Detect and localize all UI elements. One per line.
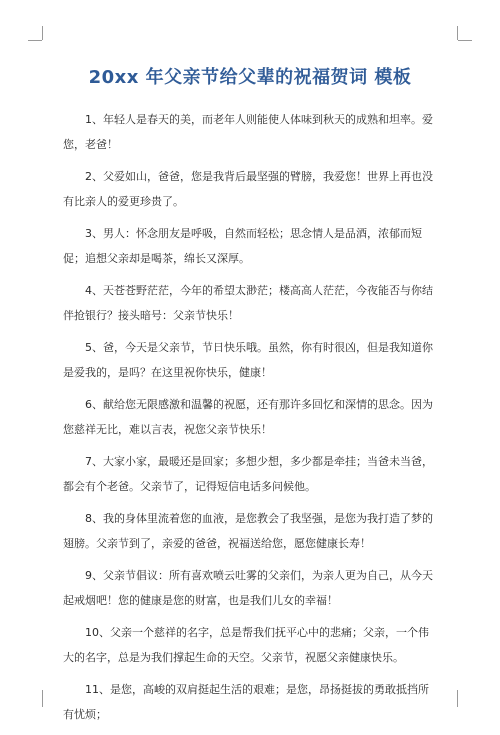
document-body [63, 108, 437, 735]
paragraph-11: 11、是您，高峻的双肩挺起生活的艰难；是您，昂扬挺拔的勇敢抵挡所有忧烦； [63, 683, 429, 721]
crop-mark-bottom-right [457, 690, 458, 707]
document-title: 20xx 年父亲节给父辈的祝福贺词 模板 [88, 67, 412, 88]
crop-mark-top-right [457, 26, 458, 40]
crop-mark-top-left [42, 26, 43, 40]
paragraph-2: 2、父爱如山，爸爸，您是我背后最坚强的臂膀，我爱您！世界上再也没有比亲人的爱更珍贵了。 [63, 170, 433, 208]
crop-mark-top-left [28, 40, 42, 41]
paragraph-8: 8、我的身体里流着您的血液，是您教会了我坚强，是您为我打造了梦的翅膀。父亲节到了，亲爱的爸爸，祝福送给您，愿您健康长寿！ [63, 512, 433, 550]
paragraph-3: 3、男人：怀念朋友是呼吸，自然而轻松；思念情人是品酒，浓郁而短促；追想父亲却是喝茶，绵长又深厚。 [63, 227, 422, 265]
paragraph-5: 5、爸，今天是父亲节，节日快乐哦。虽然，你有时很凶，但是我知道你是爱我的，是吗？在这里祝你快乐，健康！ [63, 341, 433, 379]
crop-mark-bottom-left [42, 690, 43, 707]
paragraph-1: 1、年轻人是春天的美，而老年人则能使人体味到秋天的成熟和坦率。爱您，老爸！ [63, 113, 433, 151]
paragraph-10: 10、父亲一个慈祥的名字，总是帮我们抚平心中的悲痛；父亲，一个伟大的名字，总是为我们撑起生命的天空。父亲节，祝愿父亲健康快乐。 [63, 626, 429, 664]
paragraph-7: 7、大家小家，最暖还是回家；多想少想，多少都是牵挂；当爸未当爸，都会有个老爸。父亲节了，记得短信电话多问候他。 [63, 455, 433, 493]
paragraph-9: 9、父亲节倡议：所有喜欢喷云吐雾的父亲们，为亲人更为自己，从今天起戒烟吧！您的健康是您的财富，也是我们儿女的幸福！ [63, 569, 433, 607]
paragraph-4: 4、天苍苍野茫茫，今年的希望太渺茫；楼高高人茫茫，今夜能否与你结伴抢银行？接头暗号：父亲节快乐！ [63, 284, 433, 322]
crop-mark-top-right [458, 40, 472, 41]
paragraph-6: 6、献给您无限感激和温馨的祝愿，还有那许多回忆和深情的思念。因为您慈祥无比，难以言表，祝您父亲节快乐！ [63, 398, 433, 436]
